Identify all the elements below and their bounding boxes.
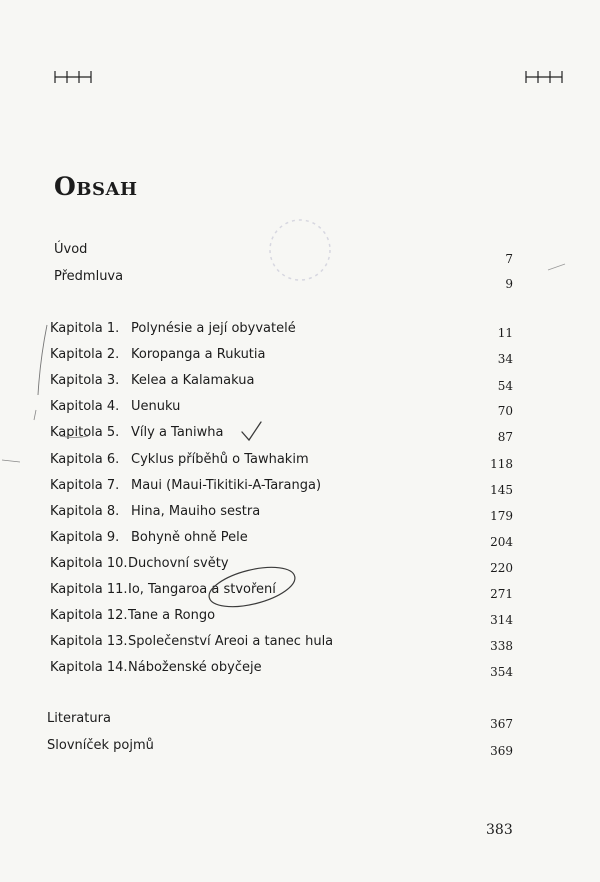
chapter-number: Kapitola 1.	[50, 321, 120, 336]
chapter-page: 34	[497, 352, 513, 366]
toc-entry-literatura[interactable]	[0, 709, 600, 729]
toc-chapter-5[interactable]	[0, 423, 600, 443]
chapter-title: Společenství Areoi a tanec hula	[128, 634, 334, 649]
chapter-title: Víly a Taniwha	[131, 425, 224, 440]
toc-chapter-8[interactable]	[0, 502, 600, 522]
chapter-number: Kapitola 6.	[50, 452, 120, 467]
toc-entry-label: Úvod	[54, 242, 88, 257]
toc-entry-label: Slovníček pojmů	[47, 738, 154, 753]
toc-chapter-11[interactable]	[0, 580, 600, 600]
chapter-title: Cyklus příběhů o Tawhakim	[131, 452, 309, 467]
toc-entry-page: 367	[490, 717, 513, 731]
chapter-title: Kelea a Kalamakua	[131, 373, 255, 388]
toc-chapter-4[interactable]	[0, 397, 600, 417]
chapter-number: Kapitola 14.	[50, 660, 128, 675]
page-title: Obsah	[54, 172, 138, 201]
chapter-number: Kapitola 12.	[50, 608, 128, 623]
chapter-title: Maui (Maui-Tikitiki-A-Taranga)	[131, 478, 322, 493]
chapter-number: Kapitola 5.	[50, 425, 120, 440]
chapter-title: Duchovní světy	[128, 556, 229, 571]
chapter-page: 314	[490, 613, 513, 627]
toc-chapter-14[interactable]	[0, 658, 600, 678]
chapter-page: 145	[490, 483, 513, 497]
chapter-title: Polynésie a její obyvatelé	[131, 321, 296, 336]
chapter-title: Náboženské obyčeje	[128, 660, 262, 675]
toc-chapter-7[interactable]	[0, 476, 600, 496]
toc-entry-page: 7	[505, 252, 513, 266]
chapter-number: Kapitola 11.	[50, 582, 128, 597]
chapter-page: 220	[490, 561, 513, 575]
chapter-number: Kapitola 13.	[50, 634, 128, 649]
chapter-title: Uenuku	[131, 399, 181, 414]
chapter-page: 204	[490, 535, 513, 549]
toc-entry-label: Literatura	[47, 711, 111, 726]
chapter-number: Kapitola 2.	[50, 347, 120, 362]
chapter-number: Kapitola 3.	[50, 373, 120, 388]
toc-chapter-2[interactable]	[0, 345, 600, 365]
chapter-page: 338	[490, 639, 513, 653]
section-bracket-icon	[54, 70, 92, 84]
toc-chapter-10[interactable]	[0, 554, 600, 574]
toc-chapter-1[interactable]	[0, 319, 600, 339]
chapter-number: Kapitola 9.	[50, 530, 120, 545]
toc-chapter-12[interactable]	[0, 606, 600, 626]
chapter-number: Kapitola 4.	[50, 399, 120, 414]
chapter-title: Koropanga a Rukutia	[131, 347, 266, 362]
toc-entry-page: 9	[505, 277, 513, 291]
chapter-page: 54	[497, 379, 513, 393]
chapter-title: Hina, Mauiho sestra	[131, 504, 261, 519]
chapter-page: 70	[497, 404, 513, 418]
chapter-page: 11	[497, 326, 513, 340]
chapter-title: Bohyně ohně Pele	[131, 530, 248, 545]
toc-entry-predmluva[interactable]	[0, 267, 600, 291]
toc-chapter-6[interactable]	[0, 450, 600, 470]
toc-entry-slovnicek[interactable]	[0, 736, 600, 756]
chapter-title: Io, Tangaroa a stvoření	[128, 582, 276, 597]
chapter-number: Kapitola 7.	[50, 478, 120, 493]
chapter-title: Tane a Rongo	[128, 608, 216, 623]
toc-entry-uvod[interactable]	[0, 240, 600, 266]
chapter-page: 87	[497, 430, 513, 444]
toc-entry-page: 369	[490, 744, 513, 758]
toc-chapter-3[interactable]	[0, 371, 600, 391]
chapter-page: 354	[490, 665, 513, 679]
chapter-number: Kapitola 10.	[50, 556, 128, 571]
toc-chapter-13[interactable]	[0, 632, 600, 652]
chapter-number: Kapitola 8.	[50, 504, 120, 519]
chapter-page: 271	[490, 587, 513, 601]
toc-chapter-9[interactable]	[0, 528, 600, 548]
chapter-page: 179	[490, 509, 513, 523]
toc-entry-label: Předmluva	[54, 269, 124, 284]
page-number: 383	[486, 822, 513, 838]
section-bracket-icon	[525, 70, 563, 84]
chapter-page: 118	[490, 457, 513, 471]
